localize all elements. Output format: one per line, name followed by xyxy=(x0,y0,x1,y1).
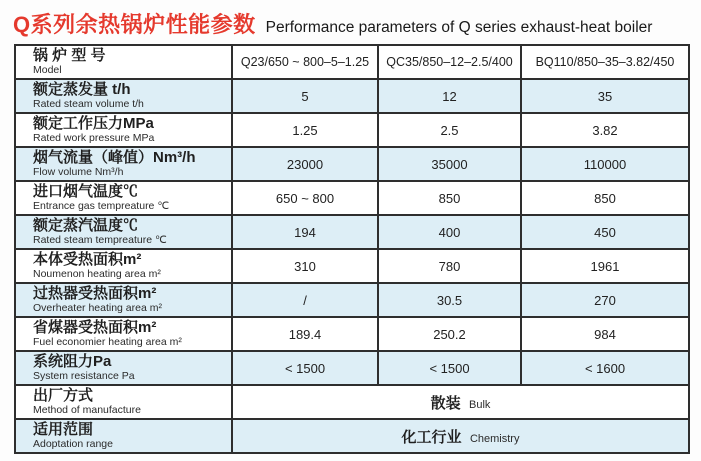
value-cell: < 1500 xyxy=(378,351,521,385)
row-label-model xyxy=(15,45,232,79)
row-label-chinese: 适用范围 xyxy=(33,421,94,438)
span-value-chinese: 散装 xyxy=(430,394,461,412)
row-label-english: Fuel economier heating area m² xyxy=(33,336,182,348)
model-cell-2: QC35/850–12–2.5/400 xyxy=(378,45,521,79)
table-row-economizer-heating-area xyxy=(15,317,689,351)
row-label xyxy=(15,79,232,113)
value-cell: 450 xyxy=(521,215,689,249)
value-cell: / xyxy=(232,283,378,317)
value-cell: 250.2 xyxy=(378,317,521,351)
row-label xyxy=(15,113,232,147)
table-row-system-resistance xyxy=(15,351,689,385)
table-row-steam-temperature xyxy=(15,215,689,249)
span-value-chinese: 化工行业 xyxy=(401,428,462,446)
table-row-flow-volume xyxy=(15,147,689,181)
value-cell: 110000 xyxy=(521,147,689,181)
row-label-english: Entrance gas tempreature ℃ xyxy=(33,200,170,212)
span-value-english: Bulk xyxy=(469,398,491,411)
row-label-english: Rated steam tempreature ℃ xyxy=(33,234,167,246)
model-cell-1: Q23/650 ~ 800–5–1.25 xyxy=(232,45,378,79)
value-cell: 3.82 xyxy=(521,113,689,147)
row-label-chinese: 锅 炉 型 号 xyxy=(33,47,106,64)
value-cell: 12 xyxy=(378,79,521,113)
page-title-english: Performance parameters of Q series exhaust-heat boiler xyxy=(265,19,653,36)
value-cell: 780 xyxy=(378,249,521,283)
row-label xyxy=(15,181,232,215)
value-cell: 5 xyxy=(232,79,378,113)
value-cell: 35 xyxy=(521,79,689,113)
value-cell: 850 xyxy=(521,181,689,215)
row-label-chinese: 额定蒸发量 t/h xyxy=(33,81,131,98)
table-row-entrance-gas-temperature xyxy=(15,181,689,215)
value-cell: 189.4 xyxy=(232,317,378,351)
table-row-overheater-heating-area xyxy=(15,283,689,317)
table-row-work-pressure xyxy=(15,113,689,147)
row-label-chinese: 本体受热面积m² xyxy=(33,251,142,268)
row-label-english: System resistance Pa xyxy=(33,370,135,382)
table-row-model xyxy=(15,45,689,79)
value-cell: < 1600 xyxy=(521,351,689,385)
row-label-chinese: 过热器受热面积m² xyxy=(33,285,157,302)
row-label xyxy=(15,385,232,419)
value-cell: 1961 xyxy=(521,249,689,283)
row-label-chinese: 进口烟气温度℃ xyxy=(33,183,139,200)
row-label xyxy=(15,419,232,453)
value-cell: 400 xyxy=(378,215,521,249)
value-cell: 194 xyxy=(232,215,378,249)
value-cell: 2.5 xyxy=(378,113,521,147)
row-label-english: Flow volume Nm³/h xyxy=(33,166,124,178)
value-cell: 310 xyxy=(232,249,378,283)
table-row-steam-volume xyxy=(15,79,689,113)
row-label-english: Overheater heating area m² xyxy=(33,302,162,314)
value-cell: 23000 xyxy=(232,147,378,181)
row-label-english: Rated work pressure MPa xyxy=(33,132,155,144)
value-cell: < 1500 xyxy=(232,351,378,385)
value-cell: 1.25 xyxy=(232,113,378,147)
span-value-cell xyxy=(232,385,689,419)
row-label-english: Noumenon heating area m² xyxy=(33,268,161,280)
value-cell: 30.5 xyxy=(378,283,521,317)
row-label xyxy=(15,249,232,283)
row-label xyxy=(15,317,232,351)
row-label-chinese: 出厂方式 xyxy=(33,387,94,404)
row-label-chinese: 额定蒸汽温度℃ xyxy=(33,217,139,234)
value-cell: 270 xyxy=(521,283,689,317)
row-label xyxy=(15,351,232,385)
row-label-chinese: 系统阻力Pa xyxy=(33,353,112,370)
span-value-cell xyxy=(232,419,689,453)
page-title-chinese: Q系列余热锅炉性能参数 xyxy=(13,12,256,37)
value-cell: 984 xyxy=(521,317,689,351)
row-label-english: Adoptation range xyxy=(33,438,113,450)
row-label-chinese: 烟气流量（峰值）Nm³/h xyxy=(33,149,196,166)
model-cell-3: BQ110/850–35–3.82/450 xyxy=(521,45,689,79)
value-cell: 650 ~ 800 xyxy=(232,181,378,215)
row-label-english: Rated steam volume t/h xyxy=(33,98,144,110)
row-label-english: Model xyxy=(33,64,62,76)
span-value-english: Chemistry xyxy=(469,432,520,445)
row-label xyxy=(15,283,232,317)
table-row-adoptation-range xyxy=(15,419,689,453)
table-row-manufacture-method xyxy=(15,385,689,419)
page-title xyxy=(13,8,693,39)
row-label-english: Method of manufacture xyxy=(33,404,141,416)
row-label-chinese: 额定工作压力MPa xyxy=(33,115,154,132)
value-cell: 35000 xyxy=(378,147,521,181)
row-label xyxy=(15,215,232,249)
value-cell: 850 xyxy=(378,181,521,215)
row-label-chinese: 省煤器受热面积m² xyxy=(33,319,157,336)
table-row-noumenon-heating-area xyxy=(15,249,689,283)
performance-table xyxy=(14,44,690,454)
row-label xyxy=(15,147,232,181)
